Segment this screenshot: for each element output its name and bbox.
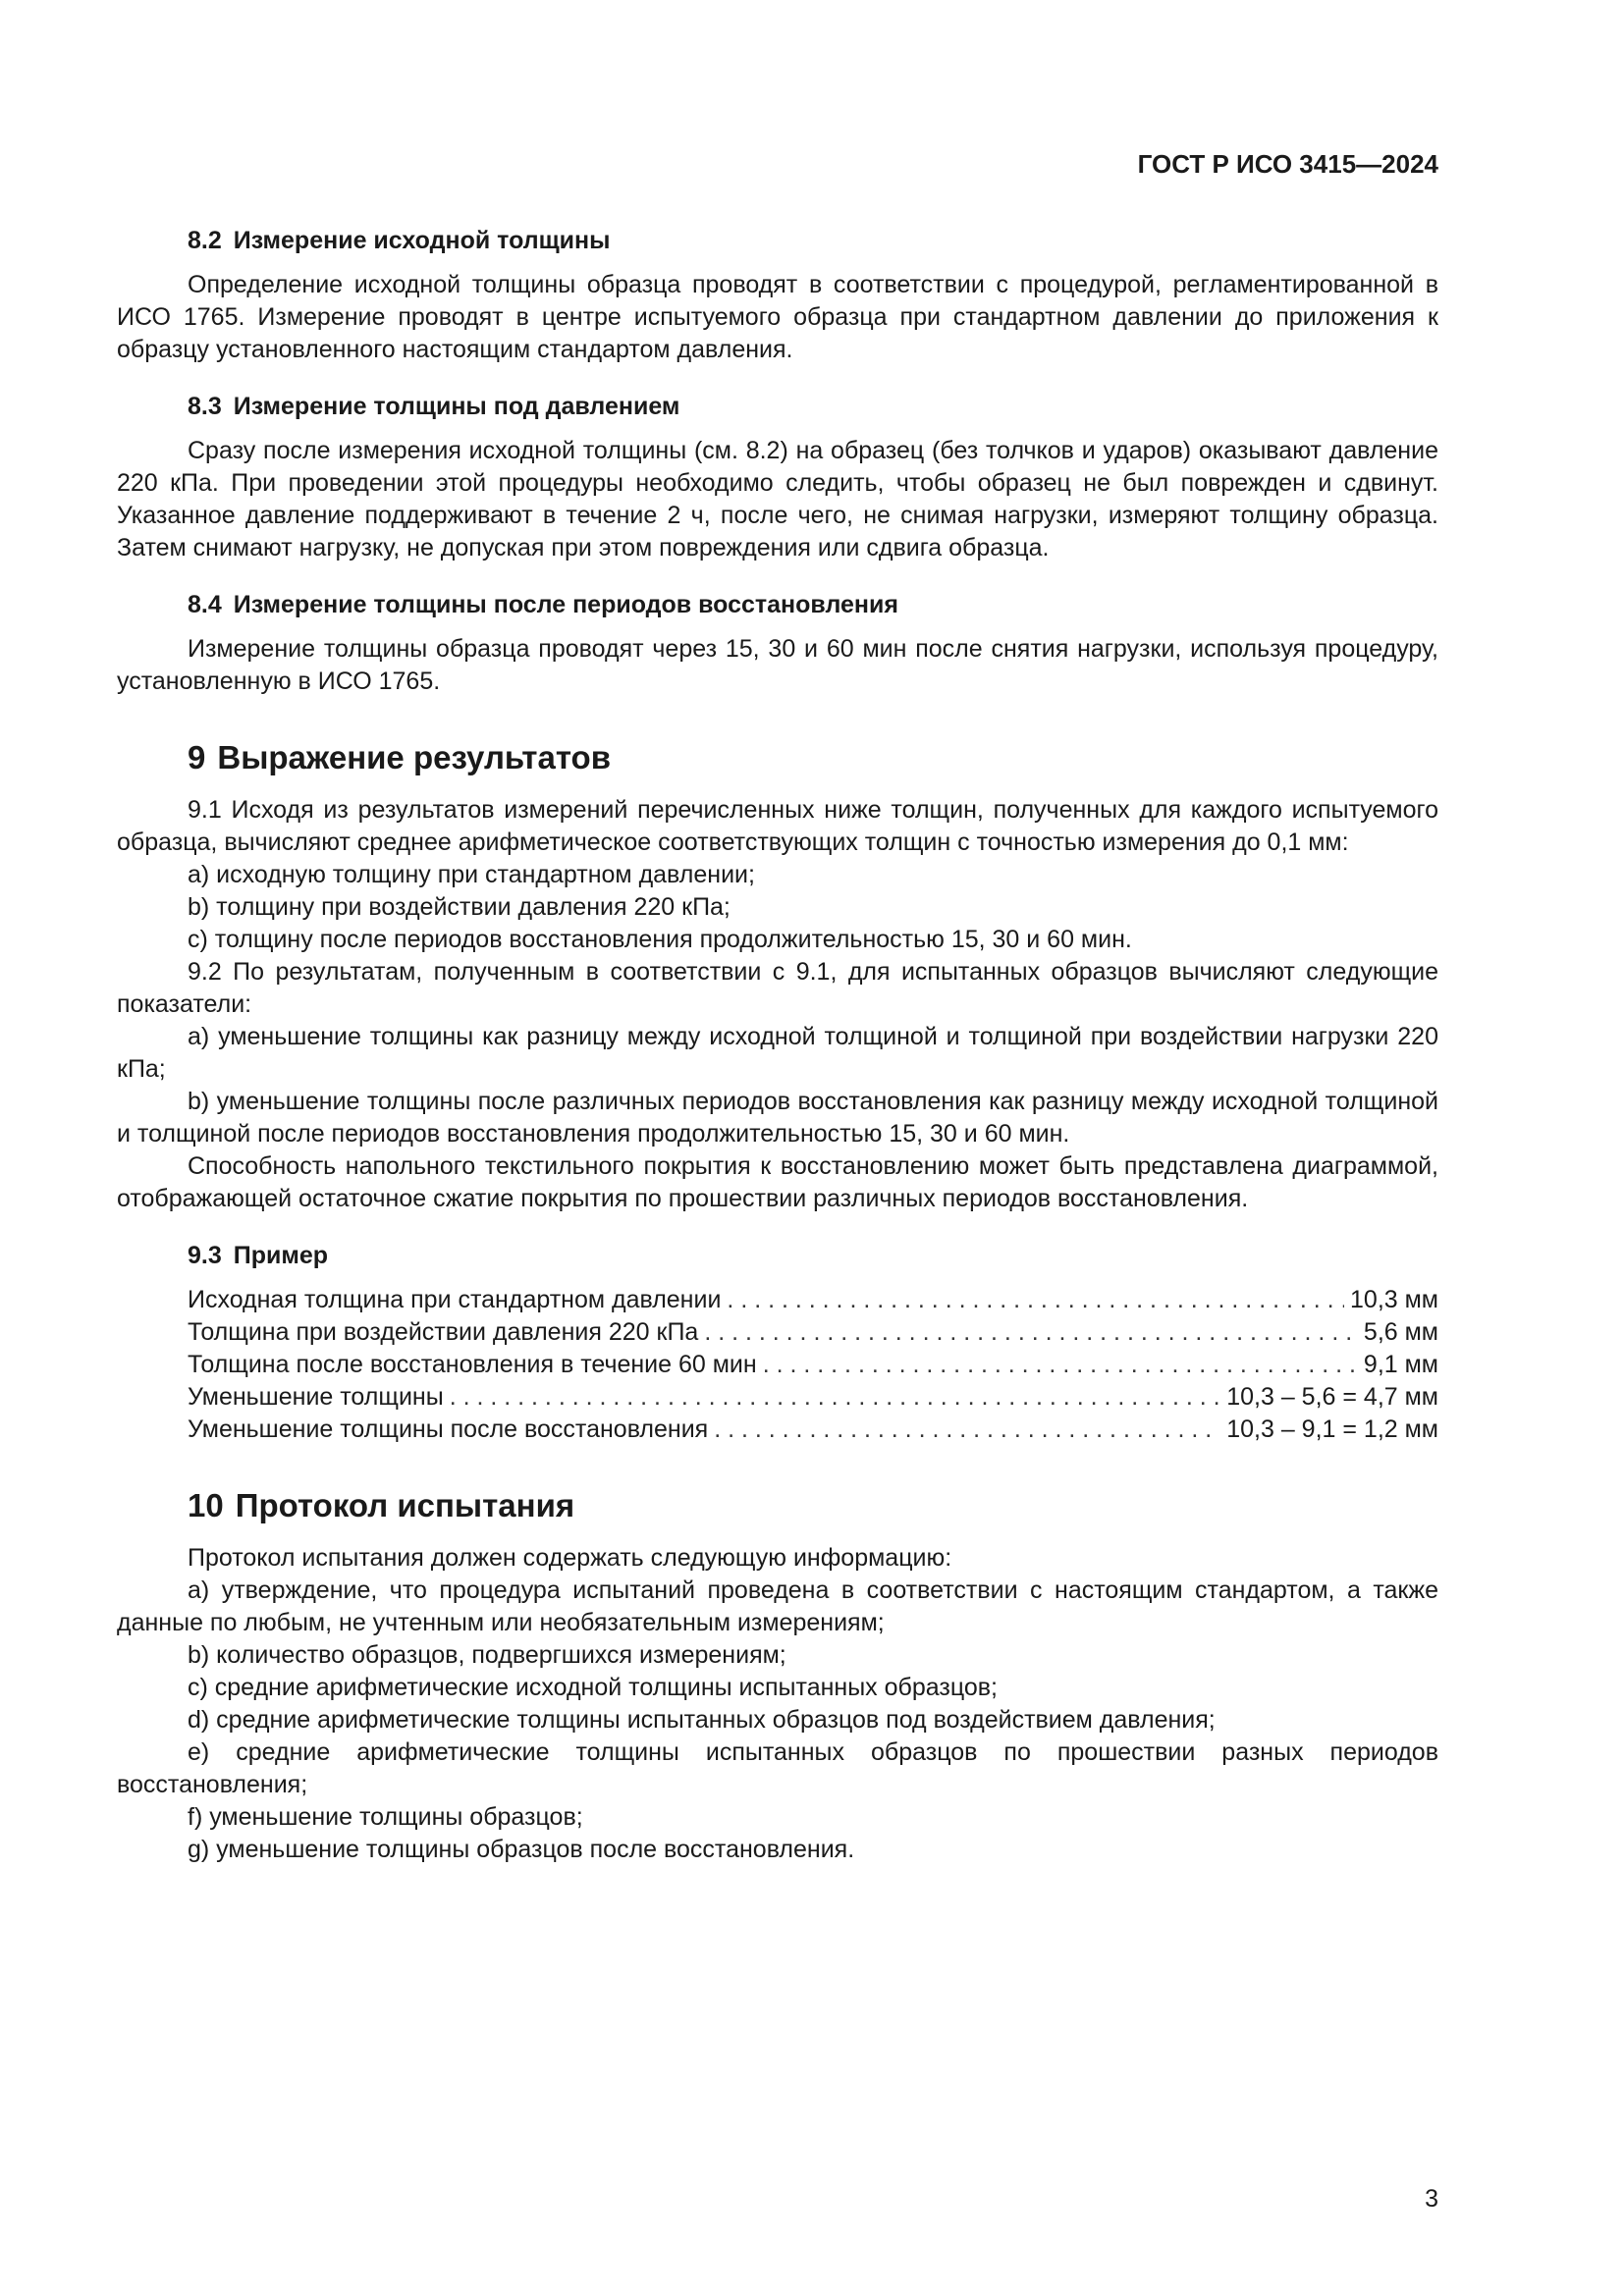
section-body-9 (117, 794, 1438, 1215)
section-title: Измерение толщины после периодов восстановления (233, 591, 898, 618)
example-value: 10,3 – 9,1 = 1,2 мм (1226, 1415, 1438, 1443)
section-title: Протокол испытания (235, 1487, 575, 1523)
dot-leader (763, 1349, 1358, 1381)
example-label: Исходная толщина при стандартном давлении (188, 1286, 722, 1313)
section-heading-9 (117, 737, 1438, 778)
paragraph: Измерение толщины образца проводят через 15, 30 и 60 мин после снятия нагрузки, используя процедуру, установленную в ИСО 1765. (117, 635, 1438, 695)
example-row (188, 1349, 1438, 1381)
section-number: 10 (188, 1487, 224, 1523)
page-number: 3 (1425, 2185, 1438, 2213)
example-value: 10,3 мм (1350, 1286, 1438, 1313)
example-values-list (188, 1284, 1438, 1446)
section-heading-8-2 (117, 224, 1438, 257)
section-heading-8-3 (117, 390, 1438, 423)
list-item: c) средние арифметические исходной толщины испытанных образцов; (188, 1674, 998, 1701)
section-number: 8.2 (188, 227, 222, 254)
example-row (188, 1316, 1438, 1349)
section-heading-10 (117, 1485, 1438, 1526)
list-item: d) средние арифметические толщины испытанных образцов под воздействием давления; (188, 1706, 1216, 1734)
section-body-8-4 (117, 633, 1438, 698)
example-value: 9,1 мм (1363, 1351, 1438, 1378)
example-row (188, 1284, 1438, 1316)
section-body-10 (117, 1542, 1438, 1866)
dot-leader (704, 1316, 1358, 1349)
section-number: 9.3 (188, 1242, 222, 1269)
page-content (117, 224, 1438, 1866)
standard-designation: ГОСТ Р ИСО 3415—2024 (1137, 149, 1438, 179)
paragraph: Определение исходной толщины образца проводят в соответствии с процедурой, регламентированной в ИСО 1765. Измерение проводят в центре испытуемого образца при стандартном давлении до приложения к образцу установленного настоящим стандартом давления. (117, 271, 1438, 363)
section-title: Пример (233, 1242, 329, 1269)
example-label: Уменьшение толщины (188, 1383, 444, 1411)
example-value: 5,6 мм (1363, 1318, 1438, 1346)
section-number: 8.4 (188, 591, 222, 618)
list-item: a) исходную толщину при стандартном давлении; (188, 861, 755, 888)
section-number: 8.3 (188, 393, 222, 420)
dot-leader (714, 1414, 1220, 1446)
section-body-8-2 (117, 269, 1438, 366)
list-item: e) средние арифметические толщины испытанных образцов по прошествии разных периодов восстановления; (117, 1738, 1438, 1798)
dot-leader (450, 1381, 1221, 1414)
example-row (188, 1414, 1438, 1446)
list-item: b) уменьшение толщины после различных периодов восстановления как разницу между исходной толщиной и толщиной после периодов восстановления продолжительностью 15, 30 и 60 мин. (117, 1088, 1438, 1148)
example-row (188, 1381, 1438, 1414)
example-label: Толщина при воздействии давления 220 кПа (188, 1318, 699, 1346)
section-title: Выражение результатов (217, 739, 611, 775)
paragraph: Протокол испытания должен содержать следующую информацию: (188, 1544, 952, 1572)
paragraph-9-2: 9.2 По результатам, полученным в соответствии с 9.1, для испытанных образцов вычисляют следующие показатели: (117, 958, 1438, 1018)
section-number: 9 (188, 739, 206, 775)
list-item: b) количество образцов, подвергшихся измерениям; (188, 1641, 786, 1669)
list-item: g) уменьшение толщины образцов после восстановления. (188, 1836, 855, 1863)
list-item: a) уменьшение толщины как разницу между исходной толщиной и толщиной при воздействии нагрузки 220 кПа; (117, 1023, 1438, 1083)
list-item: f) уменьшение толщины образцов; (188, 1803, 583, 1831)
example-label: Толщина после восстановления в течение 60 мин (188, 1351, 757, 1378)
paragraph: Способность напольного текстильного покрытия к восстановлению может быть представлена диаграммой, отображающей остаточное сжатие покрытия по прошествии различных периодов восстановления. (117, 1152, 1438, 1212)
section-heading-9-3 (117, 1239, 1438, 1272)
list-item: c) толщину после периодов восстановления продолжительностью 15, 30 и 60 мин. (188, 926, 1132, 953)
list-item: b) толщину при воздействии давления 220 кПа; (188, 893, 731, 921)
section-heading-8-4 (117, 588, 1438, 621)
paragraph-9-1: 9.1 Исходя из результатов измерений перечисленных ниже толщин, полученных для каждого испытуемого образца, вычисляют среднее арифметическое соответствующих толщин с точностью измерения до 0,1 мм: (117, 796, 1438, 856)
list-item: a) утверждение, что процедура испытаний проведена в соответствии с настоящим стандартом, а также данные по любым, не учтенным или необязательным измерениям; (117, 1576, 1438, 1636)
example-value: 10,3 – 5,6 = 4,7 мм (1226, 1383, 1438, 1411)
section-body-8-3 (117, 435, 1438, 564)
section-title: Измерение исходной толщины (233, 227, 611, 254)
example-label: Уменьшение толщины после восстановления (188, 1415, 709, 1443)
paragraph: Сразу после измерения исходной толщины (см. 8.2) на образец (без толчков и ударов) оказывают давление 220 кПа. При проведении этой процедуры необходимо следить, чтобы образец не был поврежден и сдвинут. Указанное давление поддерживают в течение 2 ч, после чего, не снимая нагрузки, измеряют толщину образца. Затем снимают нагрузку, не допуская при этом повреждения или сдвига образца. (117, 437, 1438, 561)
dot-leader (727, 1284, 1344, 1316)
section-title: Измерение толщины под давлением (233, 393, 680, 420)
